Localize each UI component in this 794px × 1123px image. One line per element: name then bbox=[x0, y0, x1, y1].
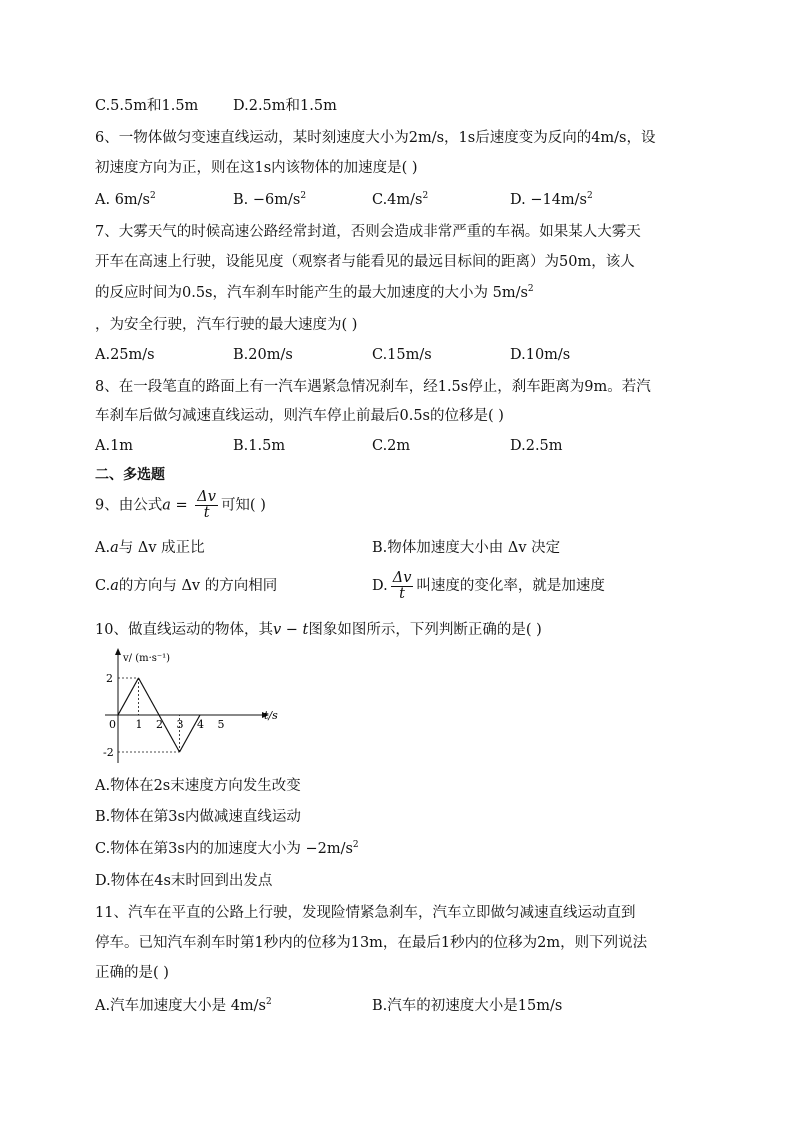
q10-option-a: A.物体在2s末速度方向发生改变 bbox=[95, 778, 301, 794]
q11-text-line3: 正确的是( ) bbox=[95, 965, 169, 981]
y-axis-label: v/ (m·s⁻¹) bbox=[123, 653, 171, 664]
q6-option-c: $C.4m/s^2$ bbox=[372, 191, 429, 208]
q10-option-c: C.物体在第3s内的加速度大小为 $-2m/s^2$ bbox=[95, 840, 359, 857]
q11-option-a: A.汽车加速度大小是 $4m/s^2$ bbox=[95, 997, 272, 1014]
q6-text-line1: 6、一物体做匀变速直线运动，某时刻速度大小为2m/s，1s后速度变为反向的4m/s，设 bbox=[95, 130, 656, 146]
x-tick-label: 3 bbox=[176, 718, 184, 731]
q7-text-line1: 7、大雾天气的时候高速公路经常封道，否则会造成非常严重的车祸。如果某人大雾天 bbox=[95, 224, 641, 240]
vt-segment bbox=[139, 678, 160, 715]
y-axis-arrow bbox=[115, 648, 121, 655]
q7-option-c: C.15m/s bbox=[372, 347, 432, 363]
q7-text-line2: 开车在高速上行驶，设能见度（观察者与能看见的最远目标间的距离）为50m，该人 bbox=[95, 254, 635, 270]
x-tick-label: 5 bbox=[217, 718, 225, 731]
y-tick-label: -2 bbox=[103, 746, 114, 759]
q5-option-d: D.2.5m和1.5m bbox=[233, 98, 337, 114]
q11-text-line1: 11、汽车在平直的公路上行驶，发现险情紧急刹车，汽车立即做匀减速直线运动直到 bbox=[95, 905, 636, 921]
q9-formula-fraction: $\frac{\Delta v}{t}$ bbox=[197, 489, 216, 521]
q7-text-line4: ，为安全行驶，汽车行驶的最大速度为( ) bbox=[95, 317, 358, 333]
q6-option-a: A. $6m/s^2$ bbox=[95, 191, 156, 208]
y-tick-label: 2 bbox=[106, 672, 113, 685]
x-tick-label: 4 bbox=[197, 718, 204, 731]
q11-option-b: B.汽车的初速度大小是15m/s bbox=[372, 998, 563, 1014]
vt-segment bbox=[118, 678, 139, 715]
x-tick-label: 2 bbox=[156, 718, 163, 731]
q7-option-b: B.20m/s bbox=[233, 347, 293, 363]
q9-option-d: D. $\frac{\Delta v}{t}$ 叫速度的变化率，就是加速度 bbox=[372, 569, 605, 602]
q8-option-c: C.2m bbox=[372, 438, 411, 454]
q9-text: 9、由公式a = $\frac{\Delta v}{t}$ 可知( ) bbox=[95, 489, 266, 521]
q8-option-b: B.1.5m bbox=[233, 438, 286, 454]
section-heading-multiple-choice: 二、多选题 bbox=[95, 467, 165, 483]
q9-option-b: B.物体加速度大小由 Δv 决定 bbox=[372, 540, 561, 556]
x-tick-label: 1 bbox=[135, 718, 143, 731]
q7-text-line3: 的反应时间为0.5s，汽车刹车时能产生的最大加速度的大小为 $5m/s^2$ bbox=[95, 284, 534, 301]
q8-option-a: A.1m bbox=[95, 438, 134, 454]
q10-vt-graph bbox=[95, 645, 295, 770]
q9-option-a: A.a与 Δv 成正比 bbox=[95, 540, 205, 556]
q10-option-d: D.物体在4s末时回到出发点 bbox=[95, 873, 273, 889]
q6-option-b: B. $-6m/s^2$ bbox=[233, 191, 307, 208]
x-axis-label: t/s bbox=[264, 709, 278, 722]
q10-option-b: B.物体在第3s内做减速直线运动 bbox=[95, 809, 301, 825]
q7-option-a: A.25m/s bbox=[95, 347, 155, 363]
q10-text: 10、做直线运动的物体，其v − t图象如图所示，下列判断正确的是( ) bbox=[95, 622, 542, 638]
q6-text-line2: 初速度方向为正，则在这1s内该物体的加速度是( ) bbox=[95, 160, 418, 176]
x-tick-label: 0 bbox=[109, 718, 116, 731]
q8-text-line2: 车刹车后做匀减速直线运动，则汽车停止前最后0.5s的位移是( ) bbox=[95, 408, 504, 424]
q6-option-d: D. $-14m/s^2$ bbox=[510, 191, 593, 208]
q9-option-c: C.a的方向与 Δv 的方向相同 bbox=[95, 578, 278, 594]
q8-text-line1: 8、在一段笔直的路面上有一汽车遇紧急情况刹车，经1.5s停止，刹车距离为9m。若汽 bbox=[95, 379, 651, 395]
q5-option-c: C.5.5m和1.5m bbox=[95, 98, 199, 114]
q8-option-d: D.2.5m bbox=[510, 438, 563, 454]
q7-option-d: D.10m/s bbox=[510, 347, 571, 363]
q11-text-line2: 停车。已知汽车刹车时第1秒内的位移为13m，在最后1秒内的位移为2m，则下列说法 bbox=[95, 935, 648, 951]
